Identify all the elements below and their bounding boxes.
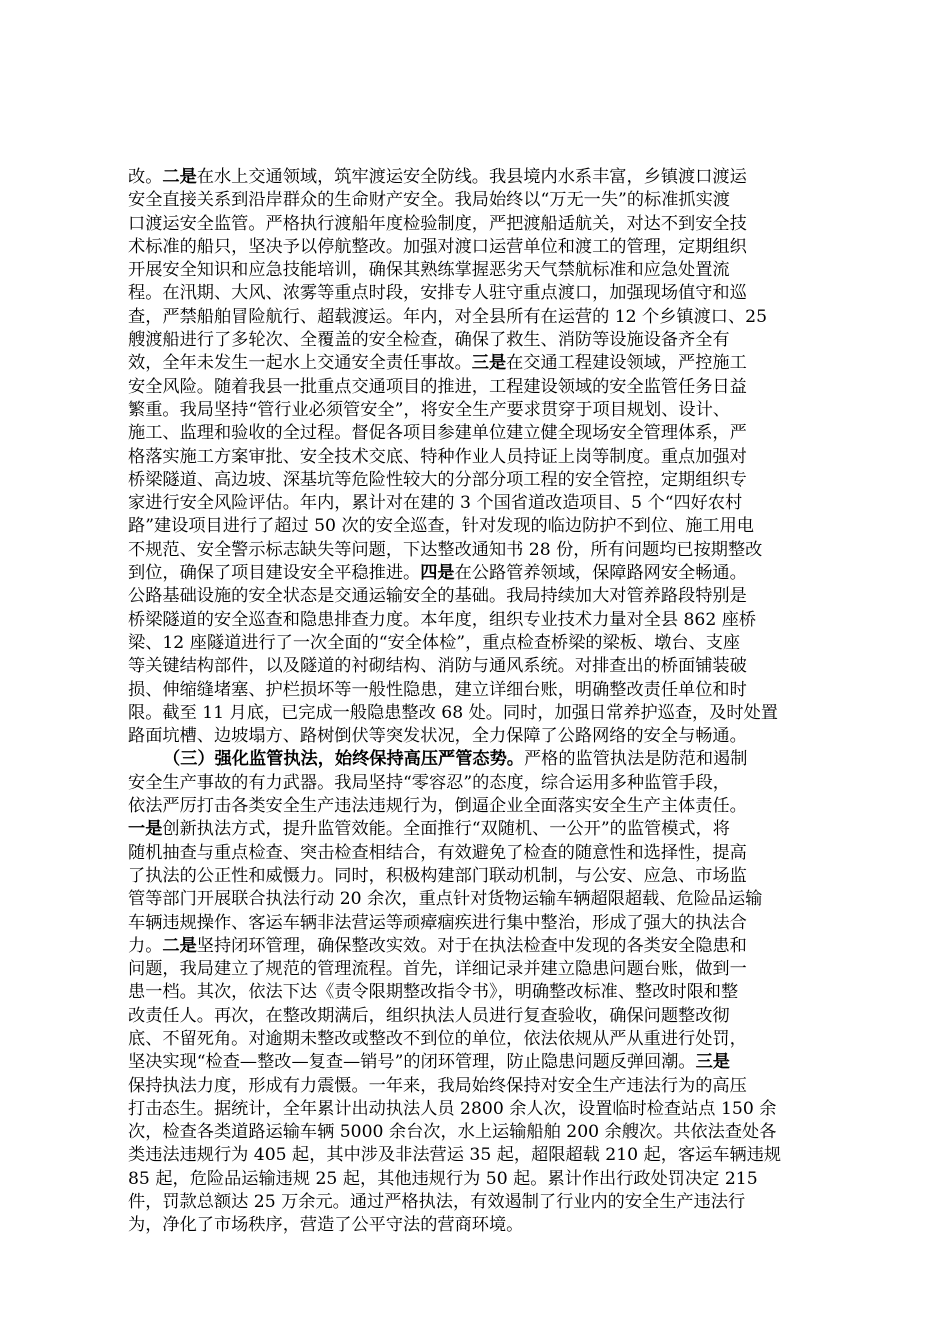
text-run: 创新执法方式，提升监管效能。全面推行“双随机、一公开”的监管模式，将 [162, 819, 730, 840]
text-line [128, 981, 830, 1004]
text-line [128, 562, 830, 585]
bold-phrase: 四是 [420, 563, 455, 584]
text-run: 车辆违规操作、客运车辆非法营运等顽瘴痼疾进行集中整治，形成了强大的执法合 [128, 912, 747, 933]
text-line [128, 958, 830, 981]
text-run: 在公路管养领域，保障路网安全畅通。 [454, 563, 747, 584]
text-line [128, 492, 830, 515]
text-line [128, 865, 830, 888]
text-run: 开展安全知识和应急技能培训，确保其熟练掌握恶劣天气禁航标准和应急处置流 [128, 260, 730, 281]
text-run: 件，罚款总额达 25 万余元。通过严格执法，有效遏制了行业内的安全生产违法行 [128, 1192, 746, 1213]
text-line [128, 189, 830, 212]
text-run: 严格的监管执法是防范和遏制 [523, 749, 748, 770]
text-line [128, 912, 830, 935]
text-run: 在水上交通领域，筑牢渡运安全防线。我县境内水系丰富，乡镇渡口渡运 [196, 167, 747, 187]
text-run: 梁、12 座隧道进行了一次全面的“安全体检”，重点检查桥梁的梁板、墩台、支座 [128, 632, 741, 653]
text-line [128, 818, 830, 841]
text-line [128, 632, 830, 655]
text-line [128, 1214, 830, 1237]
text-run: 安全风险。随着我县一批重点交通项目的推进，工程建设领域的安全监管任务日益 [128, 376, 747, 397]
text-line [128, 725, 830, 748]
text-line [128, 1075, 830, 1098]
text-run: 85 起，危险品运输违规 25 起，其他违规行为 50 起。累计作出行政处罚决定 215 [128, 1168, 758, 1189]
text-line [128, 422, 830, 445]
text-run: 了执法的公正性和威慑力。同时，积极构建部门联动机制，与公安、应急、市场监 [128, 865, 747, 886]
text-run: 到位，确保了项目建设安全平稳推进。 [128, 563, 421, 584]
text-run: 等关键结构部件，以及隧道的衬砌结构、消防与通风系统。对排查出的桥面铺装破 [128, 656, 747, 677]
bold-phrase: 一是 [128, 819, 163, 840]
text-run: 底、不留死角。对逾期未整改或整改不到位的单位，依法依规从严从重进行处罚， [128, 1028, 747, 1049]
text-run: 艘渡船进行了多轮次、全覆盖的安全检查，确保了救生、消防等设施设备齐全有 [128, 330, 730, 351]
text-run: 限。截至 11 月底，已完成一般隐患整改 68 处。同时，加强日常养护巡查，及时处置 [128, 702, 778, 723]
text-run: 为，净化了市场秩序，营造了公平守法的营商环境。 [128, 1215, 524, 1236]
text-line [128, 935, 830, 958]
text-run: 施工、监理和验收的全过程。督促各项目参建单位建立健全现场安全管理体系，严 [128, 423, 747, 444]
text-run: 问题，我局建立了规范的管理流程。首先，详细记录并建立隐患问题台账，做到一 [128, 959, 747, 980]
text-run: 口渡运安全监管。严格执行渡船年度检验制度，严把渡船适航关，对达不到安全技 [128, 213, 747, 234]
text-line [128, 1098, 830, 1121]
text-line [128, 376, 830, 399]
text-run: 桥梁隧道、高边坡、深基坑等危险性较大的分部分项工程的安全管控，定期组织专 [128, 469, 747, 490]
text-run: 损、伸缩缝堵塞、护栏损坏等一般性隐患，建立详细台账，明确整改责任单位和时 [128, 679, 747, 700]
text-line [128, 888, 830, 911]
text-run: 随机抽查与重点检查、突击检查相结合，有效避免了检查的随意性和选择性，提高 [128, 842, 747, 863]
text-run: 类违法违规行为 405 起，其中涉及非法营运 35 起，超限超载 210 起，客运车辆违规 [128, 1145, 782, 1166]
text-run: 安全直接关系到沿岸群众的生命财产安全。我局始终以“万无一失”的标准抓实渡 [128, 190, 730, 211]
text-line [128, 259, 830, 282]
text-run: 路面坑槽、边坡塌方、路树倒伏等突发状况，全力保障了公路网络的安全与畅通。 [128, 726, 747, 747]
text-run: 桥梁隧道的安全巡查和隐患排查力度。本年度，组织专业技术力量对全县 862 座桥 [128, 609, 757, 630]
text-run: 效，全年未发生一起水上交通安全责任事故。 [128, 353, 472, 374]
text-line [128, 702, 830, 725]
text-run: 患一档。其次，依法下达《责令限期整改指令书》，明确整改标准、整改时限和整 [128, 982, 739, 1003]
bold-phrase: 二是 [162, 935, 197, 956]
text-line [128, 236, 830, 259]
text-line [128, 166, 830, 189]
text-line [128, 1168, 830, 1191]
text-run: 繁重。我局坚持“管行业必须管安全”，将安全生产要求贯穿于项目规划、设计、 [128, 399, 730, 420]
text-line [128, 1051, 830, 1074]
text-run: 力。 [128, 935, 163, 956]
text-line [128, 679, 830, 702]
text-line [128, 655, 830, 678]
text-run: 公路基础设施的安全状态是交通运输安全的基础。我局持续加大对管养路段特别是 [128, 586, 747, 607]
text-run: 不规范、安全警示标志缺失等问题，下达整改通知书 28 份，所有问题均已按期整改 [128, 539, 763, 560]
text-run: 次，检查各类道路运输车辆 5000 余台次，水上运输船舶 200 余艘次。共依法查处各 [128, 1122, 777, 1143]
text-line [128, 609, 830, 632]
bold-phrase: 二是 [162, 167, 197, 187]
text-line [128, 282, 830, 305]
text-run: 坚决实现“检查—整改—复查—销号”的闭环管理，防止隐患问题反弹回潮。 [128, 1052, 696, 1073]
bold-phrase: （三）强化监管执法，始终保持高压严管态势。 [163, 749, 524, 770]
bold-phrase: 三是 [471, 353, 507, 374]
text-line [128, 1121, 830, 1144]
text-line [128, 748, 830, 771]
text-line [128, 842, 830, 865]
bold-phrase: 三是 [695, 1052, 730, 1073]
text-run: 查，严禁船舶冒险航行、超载渡运。年内，对全县所有在运营的 12 个乡镇渡口、25 [128, 306, 768, 327]
text-line [128, 772, 830, 795]
text-line [128, 1191, 830, 1214]
text-line [128, 329, 830, 352]
text-line [128, 306, 830, 329]
text-run: 格落实施工方案审批、安全技术交底、特种作业人员持证上岗等制度。重点加强对 [128, 446, 747, 467]
text-run: 改。 [128, 167, 163, 187]
text-line [128, 1028, 830, 1051]
text-run: 打击态生。据统计，全年累计出动执法人员 2800 余人次，设置临时检查站点 150 余 [128, 1098, 777, 1119]
text-line [128, 1005, 830, 1028]
text-line [128, 399, 830, 422]
text-line [128, 585, 830, 608]
text-run: 在交通工程建设领域，严控施工 [506, 353, 747, 374]
text-run: 术标准的船只，坚决予以停航整改。加强对渡口运营单位和渡工的管理，定期组织 [128, 236, 747, 257]
text-run: 家进行安全风险评估。年内，累计对在建的 3 个国省道改造项目、5 个“四好农村 [128, 493, 743, 514]
text-run: 路”建设项目进行了超过 50 次的安全巡查，针对发现的临边防护不到位、施工用电 [128, 516, 754, 537]
text-run: 程。在汛期、大风、浓雾等重点时段，安排专人驻守重点渡口，加强现场值守和巡 [128, 283, 747, 304]
text-line [128, 213, 830, 236]
text-run: 保持执法力度，形成有力震慑。一年来，我局始终保持对安全生产违法行为的高压 [128, 1075, 747, 1096]
text-run: 管等部门开展联合执法行动 20 余次，重点针对货物运输车辆超限超载、危险品运输 [128, 889, 763, 910]
text-line [128, 352, 830, 375]
text-run: 改责任人。再次，在整改期满后，组织执法人员进行复查验收，确保问题整改彻 [128, 1005, 730, 1026]
text-line [128, 515, 830, 538]
text-line [128, 539, 830, 562]
text-run: 坚持闭环管理，确保整改实效。对于在执法检查中发现的各类安全隐患和 [196, 935, 747, 956]
text-line [128, 469, 830, 492]
text-run: 安全生产事故的有力武器。我局坚持“零容忍”的态度，综合运用多种监管手段， [128, 772, 730, 793]
text-run: 依法严厉打击各类安全生产违法违规行为，倒逼企业全面落实安全生产主体责任。 [128, 796, 747, 817]
document-body [128, 166, 830, 1238]
text-line [128, 1144, 830, 1167]
text-line [128, 795, 830, 818]
text-line [128, 446, 830, 469]
